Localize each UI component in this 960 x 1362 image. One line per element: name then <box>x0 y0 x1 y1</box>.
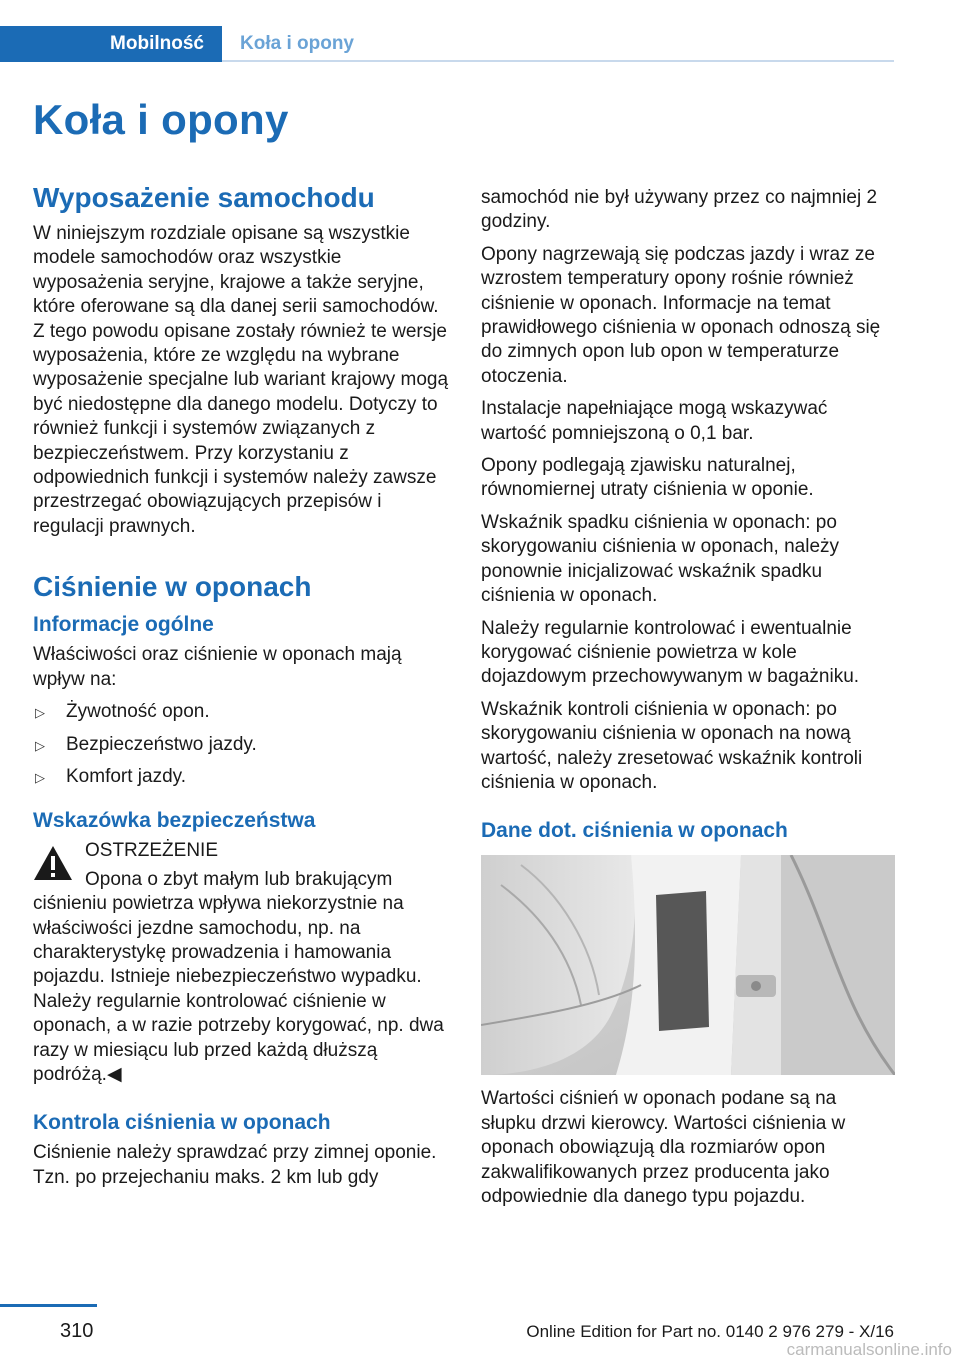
list-item <box>33 733 449 757</box>
bullet-marker-icon: ▷ <box>35 705 45 721</box>
general-paragraph: Właściwości oraz ciśnienie w oponach mają wpływ na: <box>33 644 402 690</box>
bullet-marker-icon: ▷ <box>35 769 45 785</box>
warning-label: OSTRZEŻENIE <box>85 840 219 862</box>
header-tab-mobilnosc[interactable]: Mobilność <box>0 26 222 62</box>
running-header <box>0 26 894 62</box>
paragraph-filling: Instalacje napełniające mogą wskazywać wartość pomniejszoną o 0,1 bar. <box>481 398 828 444</box>
subsection-title-general: Informacje ogólne <box>33 613 214 637</box>
pressure-data-paragraph: Wartości ciśnień w oponach podane są na słupku drzwi kierowcy. Wartości ciśnienia w oponach obowiązują dla rozmiarów opon zakwalifikowanych przez producenta jako odpowiednie dla danego typu pojazdu. <box>481 1088 846 1207</box>
list-item-text: Komfort jazdy. <box>66 765 187 787</box>
warning-body: Opona o zbyt małym lub brakującym ciśnieniu powietrza wpływa niekorzystnie na właściwości jezdne samochodu, np. na charakterystykę prowadzenia i hamowania pojazdu. Istnieje niebezpieczeństwo wypadku. Należy regularnie kontrolować ciśnienie w oponach, a w razie potrzeby korygować, np. dwa razy w miesiącu lub przed każdą dłuższą podróżą.◀ <box>33 868 444 1085</box>
section-title-equipment: Wyposażenie samochodu <box>33 182 375 213</box>
list-item <box>33 700 449 724</box>
paragraph-spare-wheel: Należy regularnie kontrolować i ewentualnie korygować ciśnienie powietrza w kole dojazdowym przechowywanym w bagażniku. <box>481 617 860 688</box>
header-rule <box>222 60 894 62</box>
page-number: 310 <box>60 1320 94 1342</box>
pressure-check-paragraph: Ciśnienie należy sprawdzać przy zimnej oponie. Tzn. po przejechaniu maks. 2 km lub gdy <box>33 1142 437 1188</box>
warning-text <box>33 868 449 1088</box>
section-title-tire-pressure: Ciśnienie w oponach <box>33 571 312 603</box>
paragraph-hours: samochód nie był używany przez co najmniej 2 godziny. <box>481 187 878 233</box>
paragraph-pressure-loss: Opony podlegają zjawisku naturalnej, równomiernej utraty ciśnienia w oponie. <box>481 455 814 501</box>
right-column <box>481 186 895 1217</box>
warning-triangle-icon <box>33 845 73 881</box>
footer-rule <box>0 1304 97 1307</box>
left-column <box>33 180 449 1198</box>
paragraph-flat-tire-monitor: Wskaźnik spadku ciśnienia w oponach: po skorygowaniu ciśnienia w oponach, należy ponownie inicjalizować wskaźnik spadku ciśnienia w oponach. <box>481 511 840 607</box>
page-title: Koła i opony <box>33 96 289 143</box>
subsection-title-pressure-data: Dane dot. ciśnienia w oponach <box>481 819 788 843</box>
list-item-text: Żywotność opon. <box>66 701 210 723</box>
subsection-title-safety: Wskazówka bezpieczeństwa <box>33 809 316 833</box>
subsection-title-pressure-check: Kontrola ciśnienia w oponach <box>33 1111 331 1135</box>
bullet-list <box>33 700 449 789</box>
door-pillar-photo <box>481 855 895 1075</box>
paragraph-heating: Opony nagrzewają się podczas jazdy i wraz ze wzrostem temperatury opony rośnie również ciśnienie w oponach. Informacje na temat prawidłowego ciśnienia w oponach odnoszą się do zimnych opon lub opon w temperaturze otoczenia. <box>481 243 881 387</box>
header-tab-kola-i-opony[interactable]: Koła i opony <box>240 33 354 54</box>
warning-box <box>33 839 449 1087</box>
bullet-marker-icon: ▷ <box>35 737 45 753</box>
list-item-text: Bezpieczeństwo jazdy. <box>66 733 257 755</box>
list-item <box>33 765 449 789</box>
edition-line: Online Edition for Part no. 0140 2 976 279 - X/16 <box>526 1322 894 1341</box>
paragraph-pressure-monitor: Wskaźnik kontroli ciśnienia w oponach: po skorygowaniu ciśnienia w oponach na nową wartość, należy zresetować wskaźnik kontroli ciśnienia w oponach. <box>481 698 863 793</box>
equipment-paragraph: W niniejszym rozdziale opisane są wszystkie modele samochodów oraz wszystkie wyposażenia seryjne, krajowe a także seryjne, które oferowane są dla danej serii samochodów. Z tego powodu opisane zostały również te wersje wyposażenia, które ze względu na wybrane wyposażenie specjalne lub wariant krajowy mogą być niedostępne dla danego modelu. Dotyczy to również funkcji i systemów związanych z bezpieczeństwem. Przy korzystaniu z odpowiednich funkcji i systemów należy zawsze przestrzegać obowiązujących przepisów i regulacji prawnych. <box>33 223 449 537</box>
watermark[interactable]: carmanualsonline.info <box>786 1340 952 1359</box>
